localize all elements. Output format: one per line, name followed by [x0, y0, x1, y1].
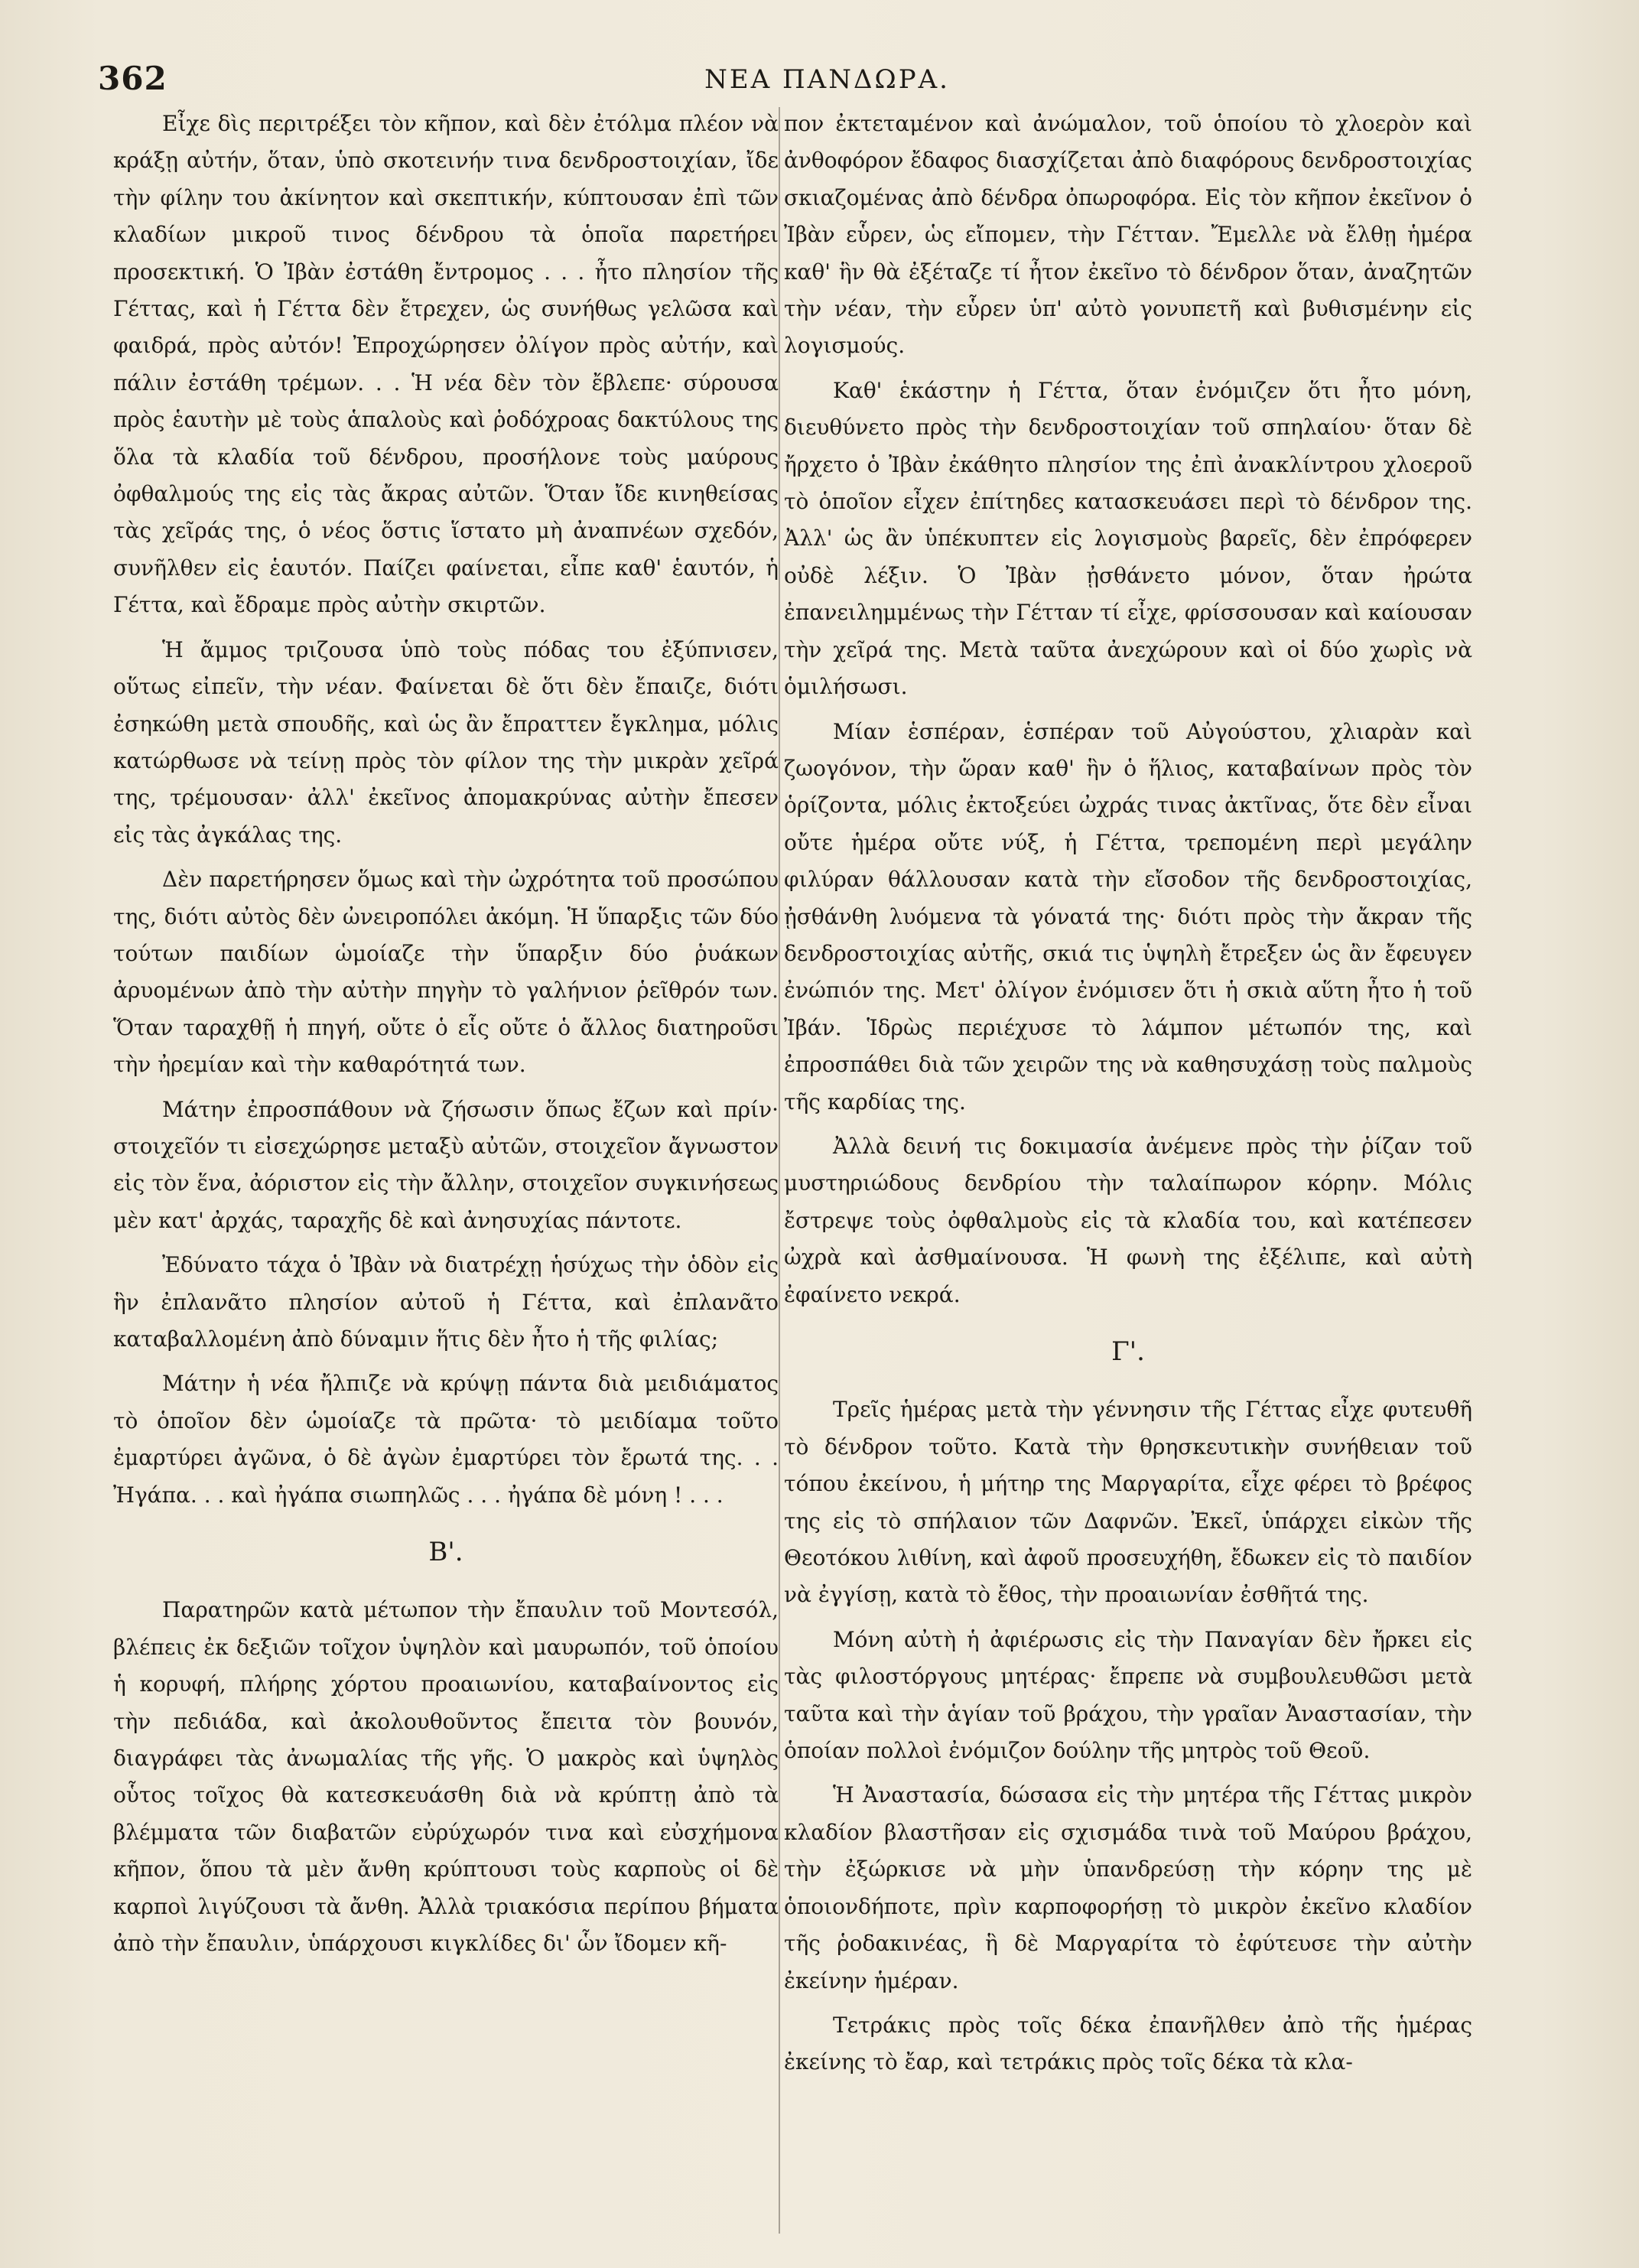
paragraph: Ἀλλὰ δεινή τις δοκιμασία ἀνέμενε πρὸς τὴν ῥίζαν τοῦ μυστηριώδους δενδρίου τὴν ταλαίπωρον κόρην. Μόλις ἔστρεψε τοὺς ὀφθαλμοὺς εἰς τὰ κλαδία του, καὶ κατέπεσεν ὠχρὰ καὶ ἀσθμαίνουσα. Ἡ φωνὴ της ἐξέλιπε, καὶ αὐτὴ ἐφαίνετο νεκρά.: [784, 1133, 1472, 1307]
page-number: 362: [98, 60, 167, 97]
paragraph: Τρεῖς ἡμέρας μετὰ τὴν γέννησιν τῆς Γέττας εἶχε φυτευθῆ τὸ δένδρον τοῦτο. Κατὰ τὴν θρησκευτικὴν συνήθειαν τοῦ τόπου ἐκείνου, ἡ μήτηρ της Μαργαρίτα, εἶχε φέρει τὸ βρέφος της εἰς τὸ σπήλαιον τῶν Δαφνῶν. Ἐκεῖ, ὑπάρχει εἰκὼν τῆς Θεοτόκου λιθίνη, καὶ ἀφοῦ προσευχήθη, ἔδωκεν εἰς τὸ παιδίον νὰ ἐγγίσῃ, κατὰ τὸ ἔθος, τὴν προαιωνίαν ἐσθῆτά της.: [784, 1397, 1472, 1608]
section-heading-b: Β'.: [428, 1537, 463, 1568]
section-heading-c: Γ'.: [1111, 1336, 1145, 1367]
right-column: [784, 106, 1472, 2247]
paragraph: Μάτην ἡ νέα ἤλπιζε νὰ κρύψῃ πάντα διὰ μειδιάματος τὸ ὁποῖον δὲν ὡμοίαζε τὰ πρῶτα· τὸ μειδίαμα τοῦτο ἐμαρτύρει ἀγῶνα, ὁ δὲ ἀγὼν ἐμαρτύρει τὸν ἔρωτά της. . . Ἠγάπα. . . καὶ ἠγάπα σιωπηλῶς . . . ἠγάπα δὲ μόνη ! . . .: [113, 1371, 779, 1508]
paragraph: Δὲν παρετήρησεν ὅμως καὶ τὴν ὠχρότητα τοῦ προσώπου της, διότι αὐτὸς δὲν ὠνειροπόλει ἀκόμη. Ἡ ὕπαρξις τῶν δύο τούτων παιδίων ὡμοίαζε τὴν ὕπαρξιν δύο ῥυάκων ἀρυομένων ἀπὸ τὴν αὐτὴν πηγὴν τὸ γαλήνιον ῥεῖθρόν των. Ὅταν ταραχθῇ ἡ πηγή, οὔτε ὁ εἷς οὔτε ὁ ἄλλος διατηροῦσι τὴν ἠρεμίαν καὶ τὴν καθαρότητά των.: [113, 867, 779, 1078]
paragraph: Ἡ Ἀναστασία, δώσασα εἰς τὴν μητέρα τῆς Γέττας μικρὸν κλαδίον βλαστῆσαν εἰς σχισμάδα τινὰ τοῦ Μαύρου βράχου, τὴν ἐξώρκισε νὰ μὴν ὑπανδρεύσῃ τὴν κόρην της μὲ ὁποιονδήποτε, πρὶν καρποφορήσῃ τὸ μικρὸν ἐκεῖνο κλαδίον τῆς ῥοδακινέας, ἣ δὲ Μαργαρίτα τὸ ἐφύτευσε τὴν αὐτὴν ἐκείνην ἡμέραν.: [784, 1782, 1472, 1993]
paragraph: Μάτην ἐπροσπάθουν νὰ ζήσωσιν ὅπως ἔζων καὶ πρίν· στοιχεῖόν τι εἰσεχώρησε μεταξὺ αὐτῶν, στοιχεῖον ἄγνωστον εἰς τὸν ἕνα, ἀόριστον εἰς τὴν ἄλλην, στοιχεῖον συγκινήσεως μὲν κατ' ἀρχάς, ταραχῆς δὲ καὶ ἀνησυχίας πάντοτε.: [113, 1096, 779, 1233]
paragraph: Εἶχε δὶς περιτρέξει τὸν κῆπον, καὶ δὲν ἐτόλμα πλέον νὰ κράξῃ αὐτήν, ὅταν, ὑπὸ σκοτεινήν τινα δενδροστοιχίαν, ἴδε τὴν φίλην του ἀκίνητον καὶ σκεπτικήν, κύπτουσαν ἐπὶ τῶν κλαδίων μικροῦ τινος δένδρου τὰ ὁποῖα παρετήρει προσεκτική. Ὁ Ἰβὰν ἐστάθη ἔντρομος . . . ἦτο πλησίον τῆς Γέττας, καὶ ἡ Γέττα δὲν ἔτρεχεν, ὡς συνήθως γελῶσα καὶ φαιδρά, πρὸς αὐτόν! Ἐπροχώρησεν ὀλίγον πρὸς αὐτήν, καὶ πάλιν ἐστάθη τρέμων. . . Ἡ νέα δὲν τὸν ἔβλεπε· σύρουσα πρὸς ἑαυτὴν μὲ τοὺς ἁπαλοὺς καὶ ῥοδόχροας δακτύλους της ὅλα τὰ κλαδία τοῦ δένδρου, προσήλονε τοὺς μαύρους ὀφθαλμούς της εἰς τὰς ἄκρας αὐτῶν. Ὅταν ἴδε κινηθείσας τὰς χεῖράς της, ὁ νέος ὅστις ἵστατο μὴ ἀναπνέων σχεδόν, συνῆλθεν εἰς ἑαυτόν. Παίζει φαίνεται, εἶπε καθ' ἑαυτόν, ἡ Γέττα, καὶ ἔδραμε πρὸς αὐτὴν σκιρτῶν.: [113, 111, 779, 618]
paragraph-continued: πον ἐκτεταμένον καὶ ἀνώμαλον, τοῦ ὁποίου τὸ χλοερὸν καὶ ἀνθοφόρον ἔδαφος διασχίζεται ἀπὸ διαφόρους δενδροστοιχίας σκιαζομένας ἀπὸ δένδρα ὀπωροφόρα. Εἰς τὸν κῆπον ἐκεῖνον ὁ Ἰβὰν εὗρεν, ὡς εἴπομεν, τὴν Γέτταν. Ἔμελλε νὰ ἔλθῃ ἡμέρα καθ' ἣν θὰ ἐξέταζε τί ἦτον ἐκεῖνο τὸ δένδρον ὅταν, ἀναζητῶν τὴν νέαν, τὴν εὗρεν ὑπ' αὐτὸ γονυπετῆ καὶ βυθισμένην εἰς λογισμούς.: [784, 111, 1472, 359]
paragraph: Τετράκις πρὸς τοῖς δέκα ἐπανῆλθεν ἀπὸ τῆς ἡμέρας ἐκείνης τὸ ἔαρ, καὶ τετράκις πρὸς τοῖς δέκα τὰ κλα-: [784, 2012, 1472, 2075]
paragraph: Μίαν ἑσπέραν, ἑσπέραν τοῦ Αὐγούστου, χλιαρὰν καὶ ζωογόνον, τὴν ὥραν καθ' ἣν ὁ ἥλιος, καταβαίνων πρὸς τὸν ὁρίζοντα, μόλις ἐκτοξεύει ὠχράς τινας ἀκτῖνας, ὅτε δὲν εἶναι οὔτε ἡμέρα οὔτε νύξ, ἡ Γέττα, τρεπομένη περὶ μεγάλην φιλύραν θάλλουσαν κατὰ τὴν εἴσοδον τῆς δενδροστοιχίας, ᾐσθάνθη λυόμενα τὰ γόνατά της· διότι πρὸς τὴν ἄκραν τῆς δενδροστοιχίας αὐτῆς, σκιά τις ὑψηλὴ ἔτρεξεν ὡς ἂν ἔφευγεν ἐνώπιόν της. Μετ' ὀλίγον ἐνόμισεν ὅτι ἡ σκιὰ αὕτη ἦτο ἡ τοῦ Ἰβάν. Ἱδρὼς περιέχυσε τὸ λάμπον μέτωπόν της, καὶ ἐπροσπάθει διὰ τῶν χειρῶν της νὰ καθησυχάσῃ τοὺς παλμοὺς τῆς καρδίας της.: [784, 718, 1472, 1114]
paragraph: Ἐδύνατο τάχα ὁ Ἰβὰν νὰ διατρέχῃ ἡσύχως τὴν ὁδὸν εἰς ἣν ἐπλανᾶτο πλησίον αὐτοῦ ἡ Γέττα, καὶ ἐπλανᾶτο καταβαλλομένη ἀπὸ δύναμιν ἥτις δὲν ἦτο ἡ τῆς φιλίας;: [113, 1252, 779, 1352]
page-header: [92, 60, 1563, 106]
paragraph: Ἡ ἄμμος τριζουσα ὑπὸ τοὺς πόδας του ἐξύπνισεν, οὕτως εἰπεῖν, τὴν νέαν. Φαίνεται δὲ ὅτι δὲν ἔπαιζε, διότι ἐσηκώθη μετὰ σπουδῆς, καὶ ὡς ἂν ἔπραττεν ἔγκλημα, μόλις κατώρθωσε νὰ τείνῃ πρὸς τὸν φίλον της τὴν μικρὰν χεῖρά της, τρέμουσαν· ἀλλ' ἐκεῖνος ἀπομακρύνας αὐτὴν ἔπεσεν εἰς τὰς ἀγκάλας της.: [113, 636, 779, 848]
paragraph: Παρατηρῶν κατὰ μέτωπον τὴν ἔπαυλιν τοῦ Μοντεσόλ, βλέπεις ἐκ δεξιῶν τοῖχον ὑψηλὸν καὶ μαυρωπόν, τοῦ ὁποίου ἡ κορυφή, πλήρης χόρτου προαιωνίου, καταβαίνοντος εἰς τὴν πεδιάδα, καὶ ἀκολουθοῦντος ἔπειτα τὸν βουνόν, διαγράφει τὰς ἀνωμαλίας τῆς γῆς. Ὁ μακρὸς καὶ ὑψηλὸς οὗτος τοῖχος θὰ κατεσκευάσθη διὰ νὰ κρύπτῃ ἀπὸ τὰ βλέμματα τῶν διαβατῶν εὐρύχωρόν τινα καὶ εὐσχήμονα κῆπον, ὅπου τὰ μὲν ἄνθη κρύπτουσι τοὺς καρποὺς οἱ δὲ καρποὶ λιγύζουσι τὰ ἄνθη. Ἀλλὰ τριακόσια περίπου βήματα ἀπὸ τὴν ἔπαυλιν, ὑπάρχουσι κιγκλίδες δι' ὧν ἴδομεν κῆ-: [113, 1597, 779, 1957]
left-column: [113, 106, 779, 2247]
column-divider: [779, 107, 780, 2234]
running-title: ΝΕΑ ΠΑΝΔΩΡΑ.: [704, 64, 950, 95]
paragraph: Μόνη αὐτὴ ἡ ἀφιέρωσις εἰς τὴν Παναγίαν δὲν ἤρκει εἰς τὰς φιλοστόργους μητέρας· ἔπρεπε νὰ συμβουλευθῶσι μετὰ ταῦτα καὶ τὴν ἁγίαν τοῦ βράχου, τὴν γραῖαν Ἀναστασίαν, τὴν ὁποίαν πολλοὶ ἐνόμιζον δούλην τῆς μητρὸς τοῦ Θεοῦ.: [784, 1626, 1472, 1764]
paragraph: Καθ' ἑκάστην ἡ Γέττα, ὅταν ἐνόμιζεν ὅτι ἦτο μόνη, διευθύνετο πρὸς τὴν δενδροστοιχίαν τοῦ σπηλαίου· ὅταν δὲ ἤρχετο ὁ Ἰβὰν ἐκάθητο πλησίον της ἐπὶ ἀνακλίντρου χλοεροῦ τὸ ὁποῖον εἶχεν ἐπίτηδες κατασκευάσει περὶ τὸ δένδρον της. Ἀλλ' ὡς ἂν ὑπέκυπτεν εἰς λογισμοὺς βαρεῖς, δὲν ἐπρόφερεν οὐδὲ λέξιν. Ὁ Ἰβὰν ᾐσθάνετο μόνον, ὅταν ἠρώτα ἐπανειλημμένως τὴν Γέτταν τί εἶχε, φρίσσουσαν καὶ καίουσαν τὴν χεῖρά της. Μετὰ ταῦτα ἀνεχώρουν καὶ οἱ δύο χωρὶς νὰ ὁμιλήσωσι.: [784, 377, 1472, 700]
